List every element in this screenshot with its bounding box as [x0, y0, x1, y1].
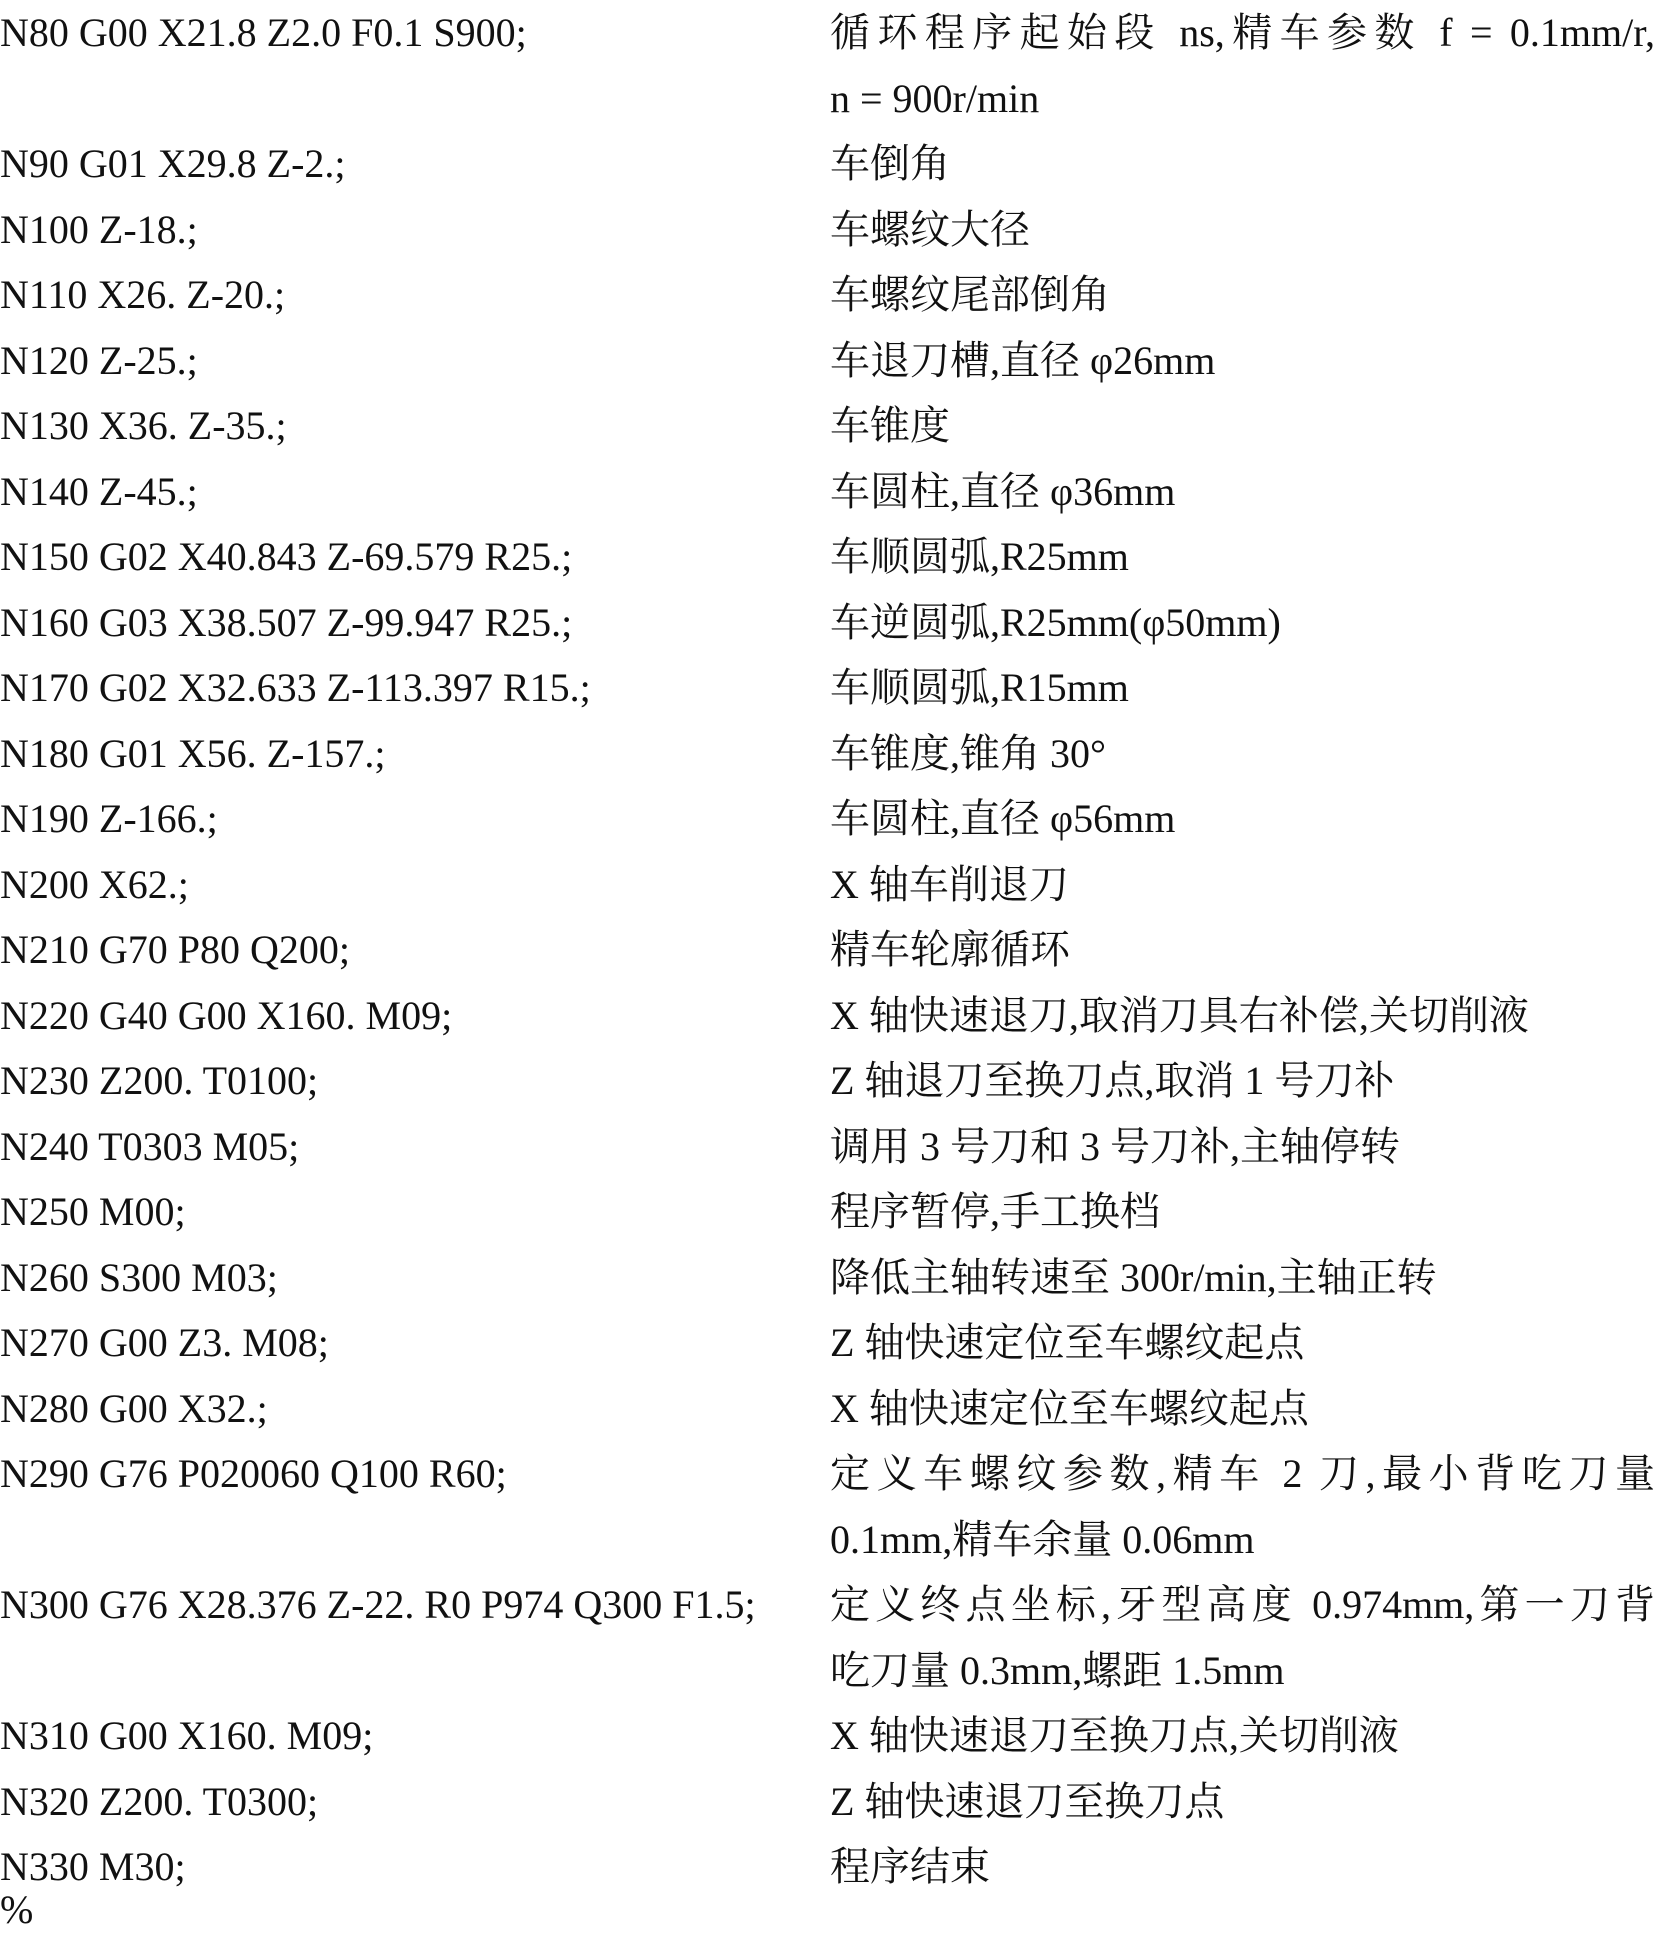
nc-code: N310 G00 X160. M09;: [0, 1713, 374, 1758]
nc-code: N200 X62.;: [0, 861, 189, 907]
line-comment: 车圆柱,直径 φ56mm: [830, 796, 1176, 841]
program-line: [0, 1048, 1655, 1114]
program-line: [0, 786, 1655, 852]
program-line: [0, 262, 1655, 328]
nc-code: N230 Z200. T0100;: [0, 1058, 319, 1103]
nc-code: N250 M00;: [0, 1189, 186, 1234]
nc-code: N120 Z-25.;: [0, 337, 198, 383]
line-comment: 降低主轴转速至 300r/min,主轴正转: [830, 1254, 1437, 1300]
code-spacer: [0, 66, 830, 132]
program-line: [0, 655, 1655, 721]
program-line: [0, 1572, 1655, 1638]
nc-code: N330 M30;: [0, 1844, 186, 1889]
comment-continuation: n = 900r/min: [830, 75, 1040, 121]
line-comment: 车螺纹大径: [830, 206, 1030, 252]
program-end-mark: %: [0, 1887, 34, 1932]
program-line: [0, 0, 1655, 66]
comment-continuation-line: [0, 1638, 1655, 1704]
nc-code: N260 S300 M03;: [0, 1254, 278, 1300]
line-comment: 调用 3 号刀和 3 号刀补,主轴停转: [830, 1123, 1400, 1169]
nc-code: N280 G00 X32.;: [0, 1385, 268, 1431]
nc-code: N270 G00 Z3. M08;: [0, 1320, 329, 1365]
program-line: [0, 1376, 1655, 1442]
line-comment: 车顺圆弧,R15mm: [830, 665, 1129, 710]
line-comment: 车退刀槽,直径 φ26mm: [830, 337, 1216, 383]
line-comment: 车锥度: [830, 403, 950, 448]
program-line: [0, 197, 1655, 263]
line-comment: 循环程序起始段 ns,精车参数 f = 0.1mm/r,: [830, 10, 1655, 55]
program-line: [0, 524, 1655, 590]
line-comment: X 轴车削退刀: [830, 861, 1069, 907]
nc-code: N220 G40 G00 X160. M09;: [0, 992, 453, 1038]
comment-continuation: 0.1mm,精车余量 0.06mm: [830, 1516, 1255, 1562]
program-line: [0, 852, 1655, 918]
line-comment: 车逆圆弧,R25mm(φ50mm): [830, 599, 1281, 645]
program-line: [0, 721, 1655, 787]
line-comment: X 轴快速退刀至换刀点,关切削液: [830, 1713, 1399, 1758]
program-line: [0, 917, 1655, 983]
program-line: [0, 1114, 1655, 1180]
program-line: [0, 1310, 1655, 1376]
line-comment: 车顺圆弧,R25mm: [830, 534, 1129, 579]
nc-code: N80 G00 X21.8 Z2.0 F0.1 S900;: [0, 10, 527, 55]
program-line: [0, 983, 1655, 1049]
comment-continuation: 吃刀量 0.3mm,螺距 1.5mm: [830, 1647, 1285, 1693]
program-line: [0, 131, 1655, 197]
nc-code: N320 Z200. T0300;: [0, 1778, 319, 1824]
line-comment: Z 轴退刀至换刀点,取消 1 号刀补: [830, 1058, 1395, 1103]
line-comment: 车锥度,锥角 30°: [830, 730, 1106, 776]
line-comment: 定义终点坐标,牙型高度 0.974mm,第一刀背: [830, 1582, 1655, 1627]
nc-code: N210 G70 P80 Q200;: [0, 927, 351, 972]
nc-code: N290 G76 P020060 Q100 R60;: [0, 1451, 507, 1496]
nc-code: N90 G01 X29.8 Z-2.;: [0, 141, 346, 186]
program-line: [0, 1441, 1655, 1507]
program-line: [0, 393, 1655, 459]
line-comment: Z 轴快速定位至车螺纹起点: [830, 1320, 1305, 1365]
line-comment: 程序结束: [830, 1844, 990, 1889]
code-spacer: [0, 1638, 830, 1704]
line-comment: 车螺纹尾部倒角: [830, 272, 1110, 317]
nc-code: N180 G01 X56. Z-157.;: [0, 730, 386, 776]
nc-code: N300 G76 X28.376 Z-22. R0 P974 Q300 F1.5;: [0, 1582, 756, 1627]
program-line: [0, 1769, 1655, 1835]
line-comment: X 轴快速定位至车螺纹起点: [830, 1385, 1309, 1431]
nc-code: N140 Z-45.;: [0, 468, 198, 514]
comment-continuation-line: [0, 1507, 1655, 1573]
comment-continuation-line: [0, 66, 1655, 132]
program-line: [0, 459, 1655, 525]
program-line: [0, 328, 1655, 394]
program-line: [0, 1245, 1655, 1311]
line-comment: X 轴快速退刀,取消刀具右补偿,关切削液: [830, 992, 1529, 1038]
nc-code: N100 Z-18.;: [0, 206, 198, 252]
nc-code: N190 Z-166.;: [0, 796, 218, 841]
program-line: [0, 1179, 1655, 1245]
code-spacer: [0, 1507, 830, 1573]
line-comment: Z 轴快速退刀至换刀点: [830, 1778, 1225, 1824]
nc-code: N110 X26. Z-20.;: [0, 272, 286, 317]
nc-code: N160 G03 X38.507 Z-99.947 R25.;: [0, 599, 573, 645]
program-line: [0, 1703, 1655, 1769]
nc-code: N130 X36. Z-35.;: [0, 403, 287, 448]
program-line: [0, 1834, 1655, 1900]
program-line: [0, 590, 1655, 656]
line-comment: 程序暂停,手工换档: [830, 1189, 1160, 1234]
line-comment: 定义车螺纹参数,精车 2 刀,最小背吃刀量: [830, 1451, 1655, 1496]
line-comment: 车圆柱,直径 φ36mm: [830, 468, 1176, 514]
nc-code: N150 G02 X40.843 Z-69.579 R25.;: [0, 534, 573, 579]
nc-code: N170 G02 X32.633 Z-113.397 R15.;: [0, 665, 591, 710]
nc-code: N240 T0303 M05;: [0, 1123, 300, 1169]
line-comment: 精车轮廓循环: [830, 927, 1070, 972]
line-comment: 车倒角: [830, 141, 950, 186]
